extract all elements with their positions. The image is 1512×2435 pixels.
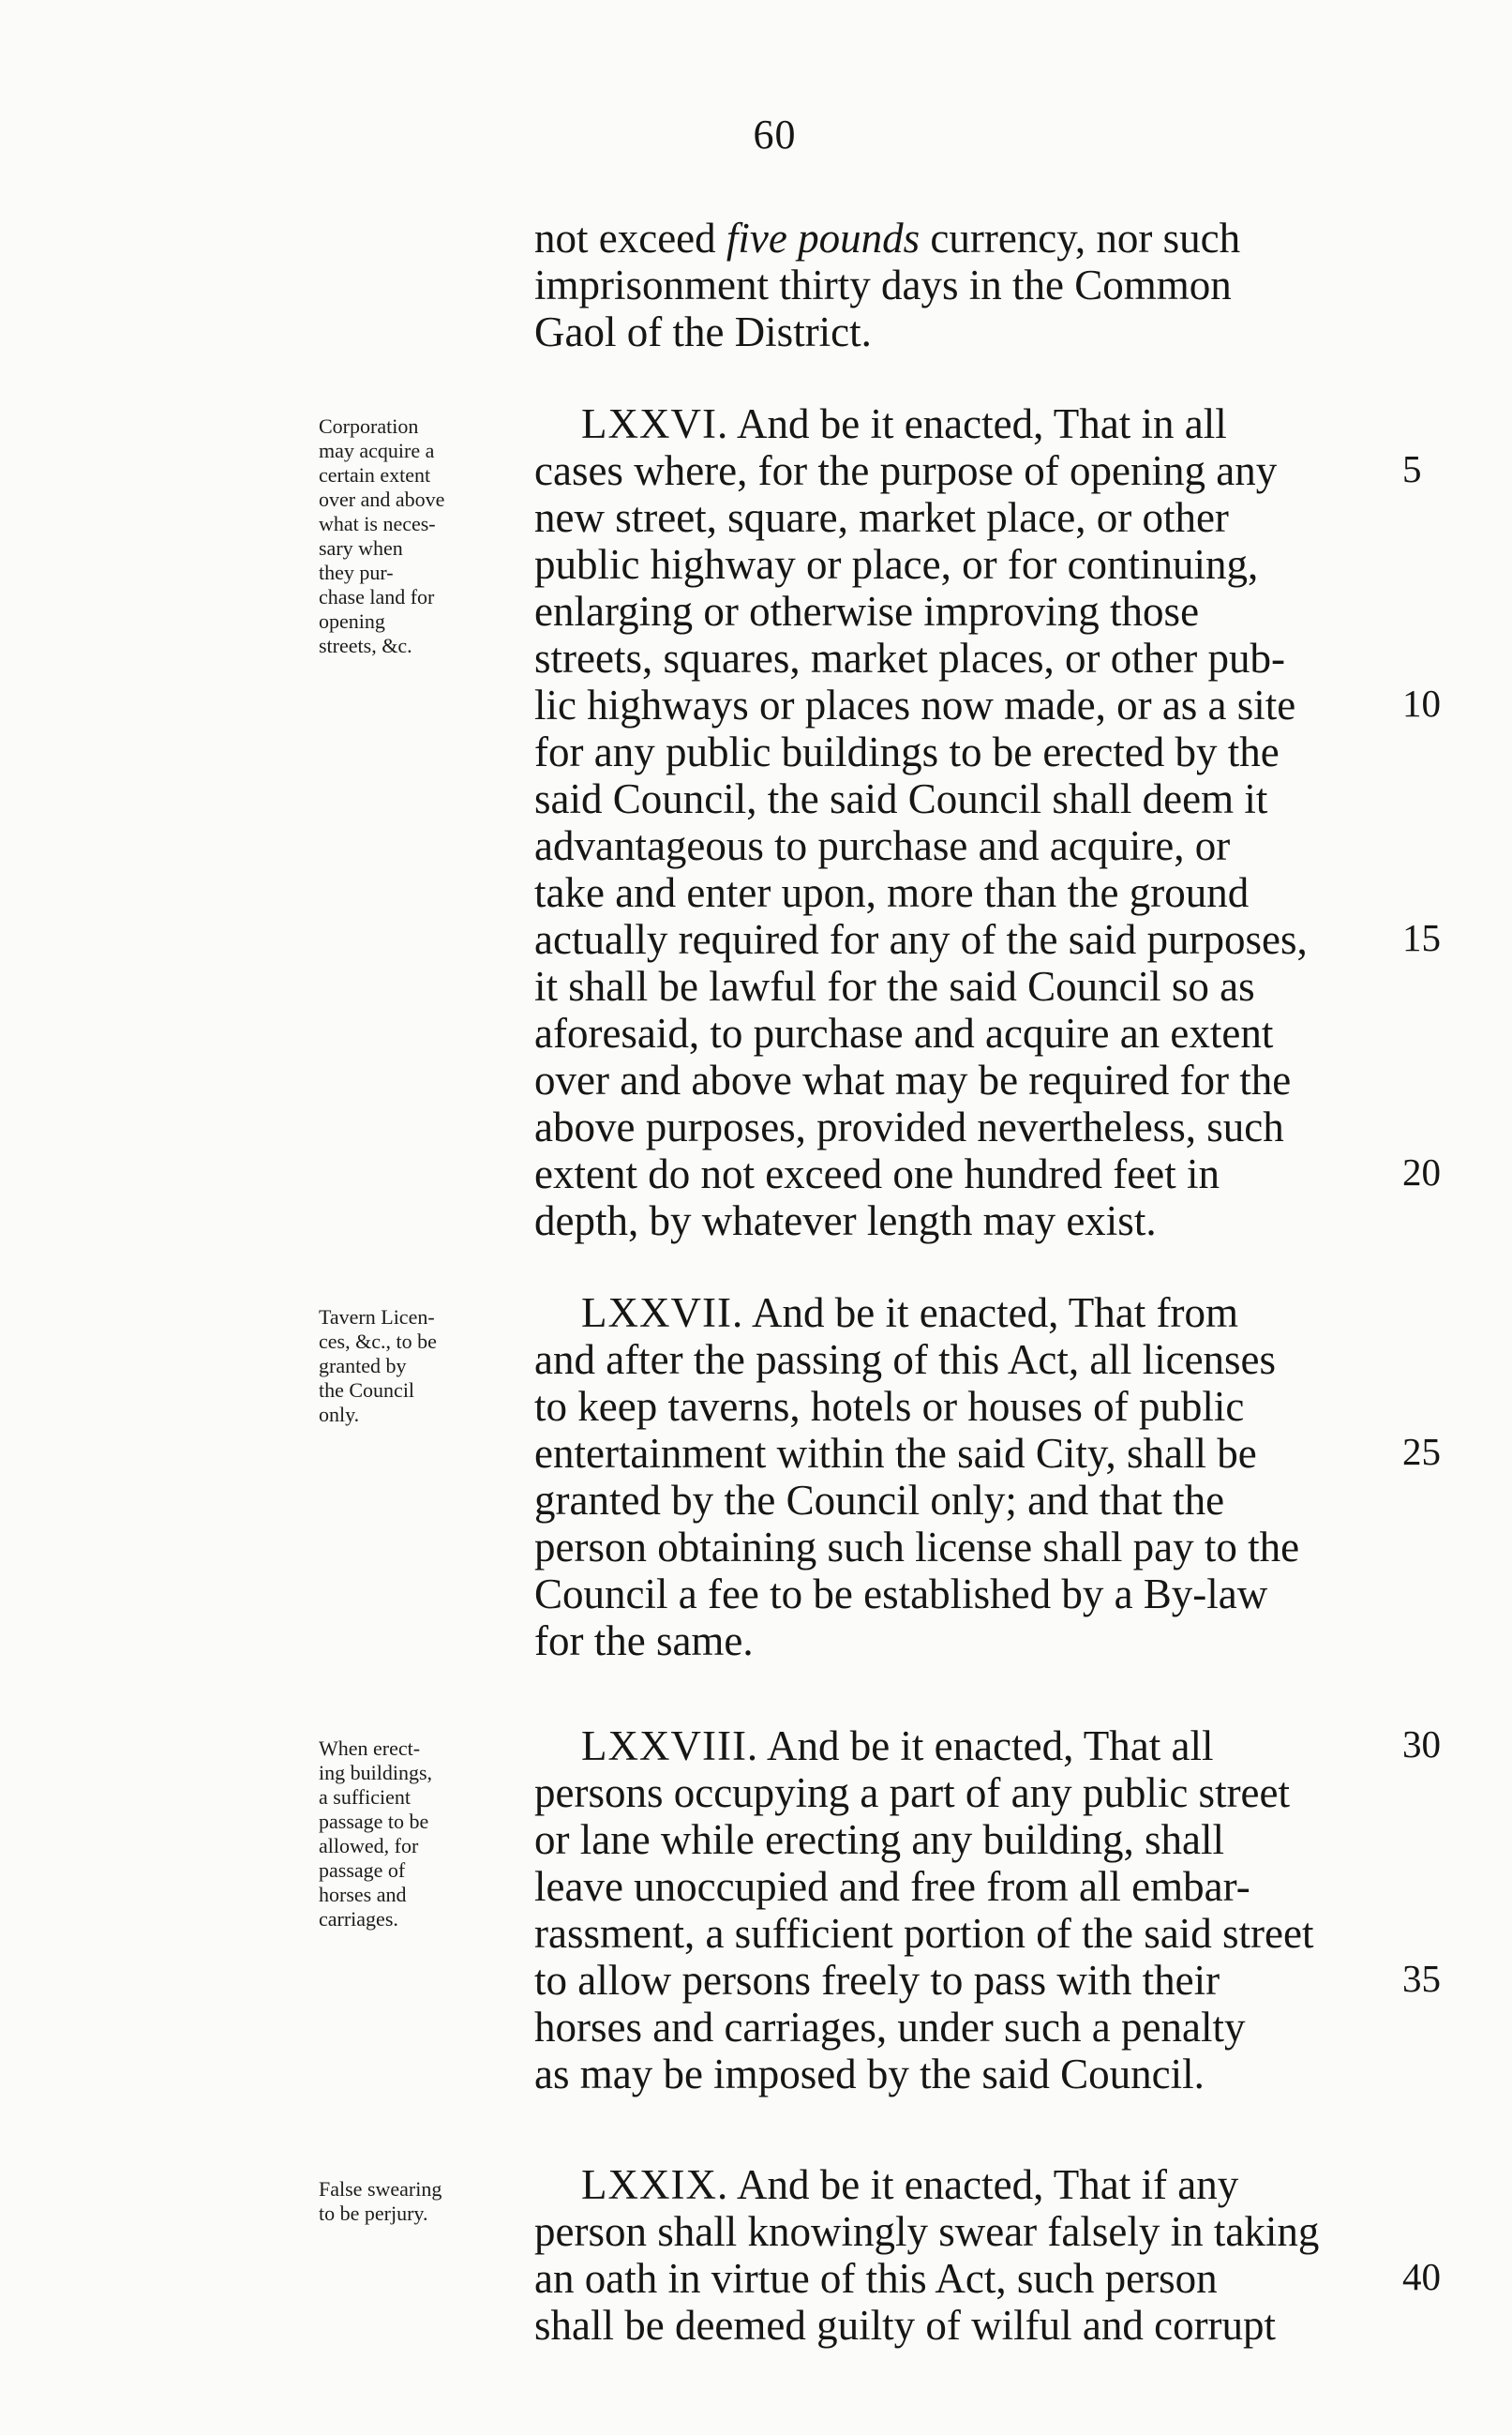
marginal-note-line: chase land for: [319, 585, 435, 609]
marginal-note-line: horses and: [319, 1883, 407, 1906]
intro-text: currency, nor such: [920, 215, 1241, 262]
body-line: to keep taverns, hotels or houses of public: [534, 1383, 1245, 1430]
intro-line-2: imprisonment thirty days in the Common: [534, 262, 1232, 308]
marginal-note-line: passage to be: [319, 1810, 429, 1833]
body-line: [581, 400, 1227, 447]
line-number: 40: [1402, 2255, 1441, 2298]
line-number: 25: [1402, 1430, 1441, 1473]
marginal-note-line: certain extent: [319, 463, 431, 487]
section-text: And be it enacted, That if any: [728, 2161, 1239, 2208]
body-line: lic highways or places now made, or as a site: [534, 682, 1296, 729]
body-line: over and above what may be required for the: [534, 1057, 1292, 1104]
line-number: 10: [1402, 682, 1441, 725]
body-line: and after the passing of this Act, all licenses: [534, 1336, 1277, 1383]
body-line: extent do not exceed one hundred feet in: [534, 1150, 1220, 1197]
marginal-note-line: carriages.: [319, 1907, 398, 1931]
marginal-note-line: opening: [319, 609, 385, 633]
line-number: 5: [1402, 447, 1422, 490]
marginal-note-line: ing buildings,: [319, 1761, 433, 1784]
section-text: And be it enacted, That from: [743, 1289, 1238, 1336]
marginal-note-line: granted by: [319, 1354, 407, 1377]
marginal-note-line: over and above: [319, 488, 445, 511]
body-line: person obtaining such license shall pay to the: [534, 1524, 1300, 1571]
section-text: And be it enacted, That all: [758, 1722, 1214, 1769]
body-line: take and enter upon, more than the ground: [534, 869, 1250, 916]
section-number: LXXVII.: [581, 1289, 744, 1336]
body-line: shall be deemed guilty of wilful and corrupt: [534, 2302, 1277, 2349]
body-line: public highway or place, or for continuing,: [534, 541, 1259, 588]
marginal-note-line: the Council: [319, 1378, 415, 1402]
marginal-note-line: what is neces-: [319, 512, 436, 535]
marginal-note: [319, 1736, 432, 1931]
body-line: an oath in virtue of this Act, such person: [534, 2255, 1218, 2302]
body-line: granted by the Council only; and that the: [534, 1477, 1225, 1524]
marginal-note-line: passage of: [319, 1858, 406, 1882]
line-number: 20: [1402, 1150, 1441, 1194]
body-line: for the same.: [534, 1617, 754, 1664]
marginal-note-line: only.: [319, 1403, 360, 1426]
body-line: for any public buildings to be erected by the: [534, 729, 1280, 775]
marginal-note: [319, 414, 444, 658]
body-line: horses and carriages, under such a penalty: [534, 2004, 1246, 2051]
body-line: leave unoccupied and free from all embar-: [534, 1863, 1250, 1910]
section-number: LXXIX.: [581, 2161, 729, 2208]
marginal-note: [319, 2177, 442, 2226]
body-line: cases where, for the purpose of opening any: [534, 447, 1278, 494]
marginal-note-line: When erect-: [319, 1736, 421, 1760]
marginal-note-line: sary when: [319, 536, 403, 560]
body-line: above purposes, provided nevertheless, such: [534, 1104, 1284, 1150]
body-line: Council a fee to be established by a By-law: [534, 1571, 1268, 1617]
body-line: [581, 1289, 1238, 1336]
section-number: LXXVI.: [581, 400, 729, 447]
body-line: [581, 2161, 1239, 2208]
marginal-note: [319, 1305, 437, 1427]
italic-amount: five pounds: [726, 215, 921, 262]
body-line: new street, square, market place, or other: [534, 494, 1229, 541]
body-line: enlarging or otherwise improving those: [534, 588, 1200, 635]
section-number: LXXVIII.: [581, 1722, 759, 1769]
body-line: aforesaid, to purchase and acquire an extent: [534, 1010, 1274, 1057]
body-line: as may be imposed by the said Council.: [534, 2051, 1205, 2097]
body-line: streets, squares, market places, or other pub-: [534, 635, 1285, 682]
marginal-note-line: streets, &c.: [319, 634, 412, 657]
intro-line-3: Gaol of the District.: [534, 308, 872, 355]
page-number: 60: [753, 112, 797, 158]
marginal-note-line: ces, &c., to be: [319, 1330, 437, 1353]
body-line: actually required for any of the said purposes,: [534, 916, 1308, 963]
body-line: rassment, a sufficient portion of the said street: [534, 1910, 1314, 1957]
marginal-note-line: to be perjury.: [319, 2202, 428, 2225]
line-number: 35: [1402, 1957, 1441, 2000]
marginal-note-line: Tavern Licen-: [319, 1305, 435, 1329]
body-line: advantageous to purchase and acquire, or: [534, 822, 1231, 869]
body-line: [581, 1722, 1214, 1769]
body-line: to allow persons freely to pass with their: [534, 1957, 1220, 2004]
line-number: 30: [1402, 1722, 1441, 1766]
section-text: And be it enacted, That in all: [728, 400, 1227, 447]
body-line: said Council, the said Council shall deem it: [534, 775, 1268, 822]
body-line: entertainment within the said City, shall be: [534, 1430, 1257, 1477]
marginal-note-line: False swearing: [319, 2177, 442, 2201]
marginal-note-line: a sufficient: [319, 1785, 411, 1809]
marginal-note-line: Corporation: [319, 414, 419, 438]
marginal-note-line: may acquire a: [319, 439, 435, 462]
body-line: or lane while erecting any building, shall: [534, 1816, 1225, 1863]
intro-line-1: [534, 215, 1367, 262]
body-line: depth, by whatever length may exist.: [534, 1197, 1157, 1244]
marginal-note-line: allowed, for: [319, 1834, 419, 1857]
marginal-note-line: they pur-: [319, 561, 394, 584]
body-line: person shall knowingly swear falsely in taking: [534, 2208, 1320, 2255]
intro-text: not exceed: [534, 215, 726, 262]
body-line: it shall be lawful for the said Council so as: [534, 963, 1255, 1010]
body-line: persons occupying a part of any public street: [534, 1769, 1291, 1816]
line-number: 15: [1402, 916, 1441, 959]
